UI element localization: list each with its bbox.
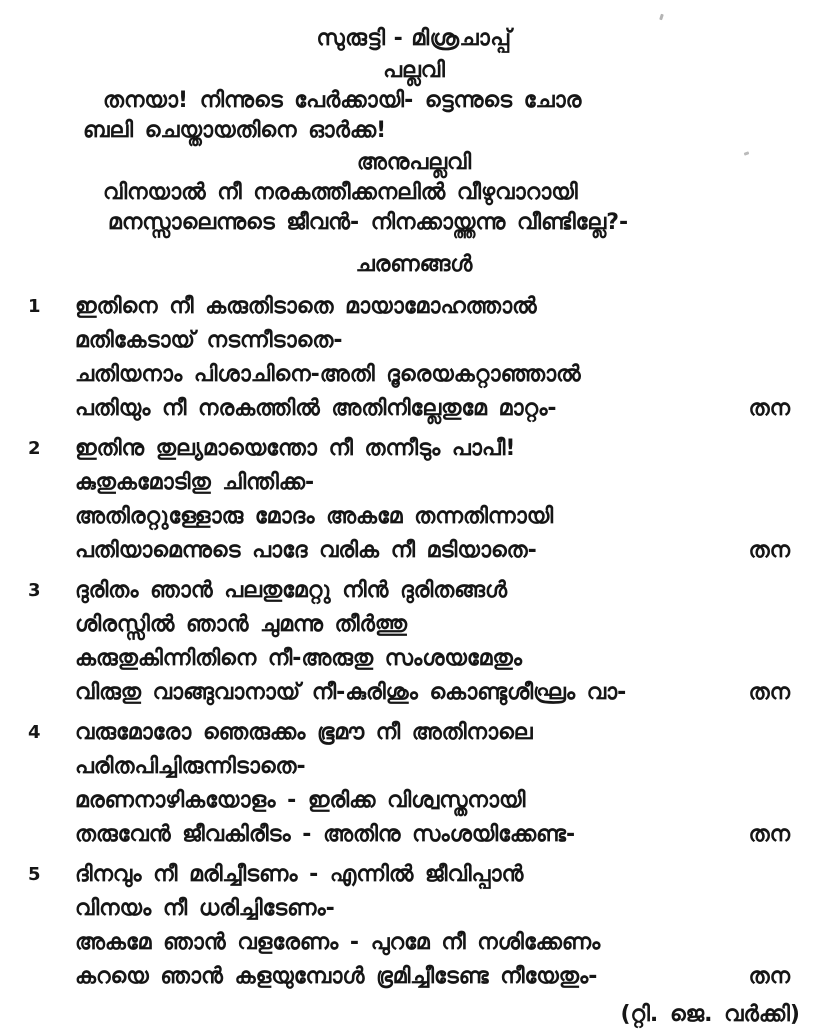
verse-line: വിരുതു വാങ്ങുവാനായ് നീ-കുരിശും കൊണ്ടുശീഘ്രം വാ- bbox=[75, 680, 627, 705]
page-title: സുരുട്ടി - മിശ്രചാപ്പ് bbox=[316, 26, 512, 51]
verse-line: അതിരറ്റുള്ളോരു മോദം അകമേ തന്നതിന്നായി bbox=[75, 504, 554, 529]
verse-line: മരണനാഴികയോളം - ഇരിക്ക വിശ്വസ്തനായി bbox=[75, 788, 526, 813]
verse-number: 2 bbox=[28, 438, 41, 459]
refrain-marker: തന bbox=[748, 822, 790, 847]
verse-5 bbox=[0, 858, 828, 994]
verse-line: പതിയും നീ നരകത്തിൽ അതിനില്ലേതുമേ മാറ്റം- bbox=[75, 396, 557, 421]
verse-line: തരുവേൻ ജീവകിരീടം - അതിനു സംശയിക്കേണ്ട- bbox=[75, 822, 576, 847]
verse-line: അകമേ ഞാൻ വളരേണം - പുറമേ നീ നശിക്കേണം bbox=[75, 930, 601, 955]
verse-number: 1 bbox=[28, 296, 41, 317]
verse-number: 3 bbox=[28, 580, 41, 601]
anupallavi-stanza bbox=[0, 178, 828, 238]
verse-line: കറയെ ഞാൻ കളയുമ്പോൾ ഭ്രമിച്ചീടേണ്ട നീയേതും- bbox=[75, 964, 598, 989]
verse-1 bbox=[0, 290, 828, 426]
author-attribution: (റ്റി. ജെ. വർക്കി) bbox=[620, 1002, 800, 1027]
anupallavi-line: വിനയാൽ നീ നരകത്തീക്കനലിൽ വീഴുവാറായി bbox=[103, 180, 578, 205]
verse-3 bbox=[0, 574, 828, 710]
verse-number: 5 bbox=[28, 864, 41, 885]
verse-4 bbox=[0, 716, 828, 852]
refrain-marker: തന bbox=[748, 396, 790, 421]
pallavi-heading: പല്ലവി bbox=[383, 58, 445, 83]
verses-list bbox=[0, 290, 828, 994]
verse-line: മതികേടായ് നടന്നീടാതെ- bbox=[75, 328, 343, 353]
charanangal-heading: ചരണങ്ങൾ bbox=[355, 252, 473, 277]
verse-number: 4 bbox=[28, 722, 41, 743]
verse-line: ഇതിനെ നീ കരുതിടാതെ മായാമോഹത്താൽ bbox=[75, 294, 537, 319]
verse-line: ദുരിതം ഞാൻ പലതുമേറ്റു നിൻ ദുരിതങ്ങൾ bbox=[75, 578, 508, 603]
refrain-marker: തന bbox=[748, 538, 790, 563]
verse-line: പതിയാമെന്നുടെ പാദേ വരിക നീ മടിയാതെ- bbox=[75, 538, 537, 563]
verse-line: കരുതുകിന്നിതിനെ നീ-അരുതു സംശയമേതും bbox=[75, 646, 522, 671]
verse-line: ശിരസ്സിൽ ഞാൻ ചുമന്നു തീർത്തു bbox=[75, 612, 408, 637]
verse-line: കുതുകമോടിതു ചിന്തിക്ക- bbox=[75, 470, 315, 495]
verse-line: ഇതിനു തുല്യമായെന്തോ നീ തന്നീടും പാപീ! bbox=[75, 436, 516, 461]
verse-line: പരിതപിച്ചിരുന്നിടാതെ- bbox=[75, 754, 306, 779]
verse-line: ദിനവും നീ മരിച്ചീടണം - എന്നിൽ ജീവിപ്പാൻ bbox=[75, 862, 524, 887]
verse-line: ചതിയനാം പിശാചിനെ-അതി ദൂരെയകറ്റാഞ്ഞാൽ bbox=[75, 362, 581, 387]
pallavi-stanza bbox=[0, 86, 828, 146]
pallavi-line: തനയാ! നിന്നുടെ പേർക്കായി- ട്ടെന്നുടെ ചോര bbox=[103, 88, 582, 113]
anupallavi-heading: അനുപല്ലവി bbox=[356, 150, 472, 175]
refrain-marker: തന bbox=[748, 680, 790, 705]
verse-line: വരുമോരോ ഞെരുക്കം ഭൂമൗ നീ അതിനാലെ bbox=[75, 720, 533, 745]
refrain-marker: തന bbox=[748, 964, 790, 989]
scan-artifact bbox=[659, 14, 664, 21]
pallavi-line: ബലി ചെയ്തായതിനെ ഓർക്ക! bbox=[83, 118, 387, 143]
verse-2 bbox=[0, 432, 828, 568]
verse-line: വിനയം നീ ധരിച്ചിടേണം- bbox=[75, 896, 335, 921]
anupallavi-line: മനസ്സാലെന്നുടെ ജീവൻ- നിനക്കായ്ത്തന്നു വീണ്ടില്ലേ?- bbox=[108, 210, 629, 235]
